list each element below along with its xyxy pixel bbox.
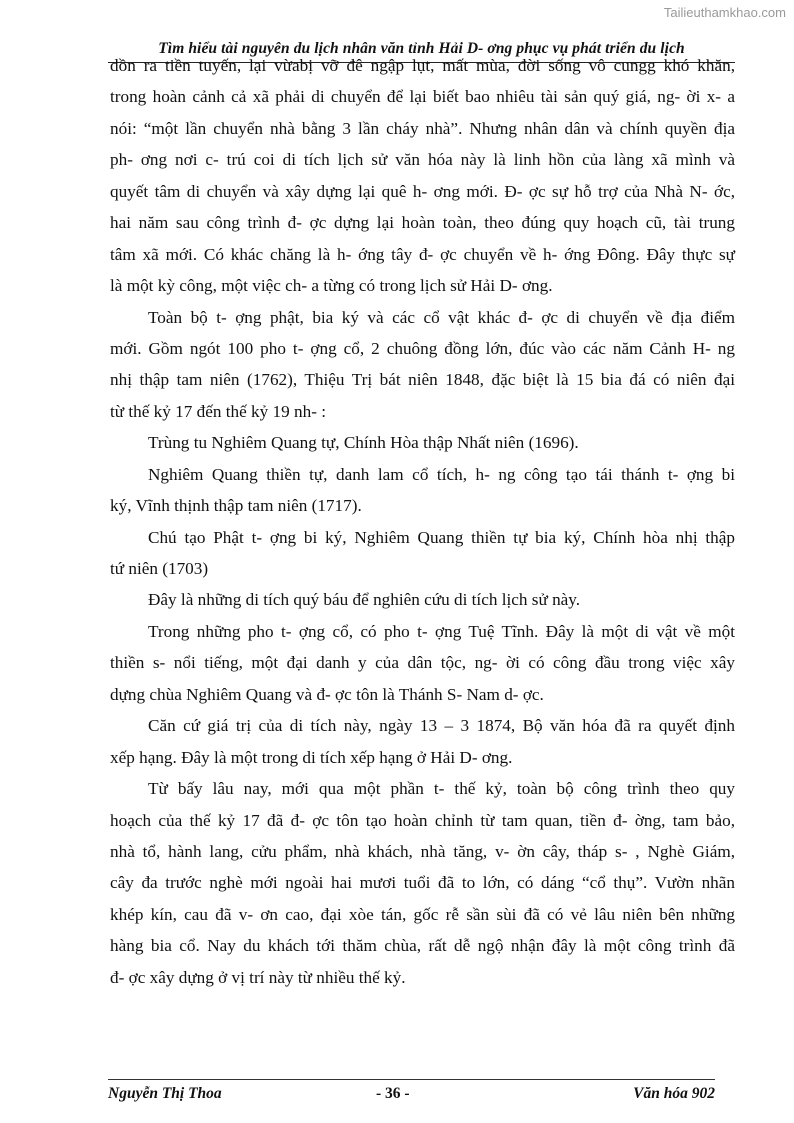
text-line: dựng chùa Nghiêm Quang và đ- ợc tôn là Thánh S- Nam d- ợc. <box>110 684 544 704</box>
text-line: tứ niên (1703) <box>110 559 209 578</box>
text-line: tâm xã mới. Có khác chăng là h- ớng tây đ- ợc chuyển về h- ớng Đông. Đây thực sự <box>110 244 735 264</box>
text-line: Nghiêm Quang thiền tự, danh lam cổ tích, h- ng công tạo tái thánh t- ợng bi <box>148 464 735 484</box>
text-line: trong hoàn cảnh cả xã phải di chuyển để lại biết bao nhiêu tài sản quý giá, ng- ời x- a <box>110 87 735 107</box>
text-line: Căn cứ giá trị của di tích này, ngày 13 – 3 1874, Bộ văn hóa đã ra quyết định <box>148 716 735 736</box>
text-line: từ thế kỷ 17 đến thế kỷ 19 nh- : <box>110 401 327 421</box>
text-line: hai năm sau công trình đ- ợc dựng lại hoàn toàn, theo đúng quy hoạch cũ, tài trung <box>110 213 735 233</box>
text-line: Đây là những di tích quý báu để nghiên cứu di tích lịch sử này. <box>148 590 581 610</box>
page-number: - 36 - <box>376 1085 410 1102</box>
text-line: Trùng tu Nghiêm Quang tự, Chính Hòa thập Nhất niên (1696). <box>148 433 579 453</box>
text-line: hàng bia cổ. Nay du khách tới thăm chùa, rất dễ ngộ nhận đây là một công trình đã <box>110 936 735 956</box>
text-line: nói: “một lần chuyển nhà bằng 3 lần cháy nhà”. Nhưng nhân dân và chính quyền địa <box>110 118 735 138</box>
text-line: đ- ợc xây dựng ở vị trí này từ nhiều thế kỷ. <box>110 967 406 987</box>
footer-author: Nguyễn Thị Thoa <box>108 1085 222 1102</box>
text-line: Toàn bộ t- ợng phật, bia ký và các cổ vật khác đ- ợc di chuyển về địa điểm <box>148 307 735 327</box>
text-line: Trong những pho t- ợng cổ, có pho t- ợng Tuệ Tĩnh. Đây là một di vật về một <box>148 621 735 641</box>
running-footer <box>108 1079 715 1104</box>
footer-class: Văn hóa 902 <box>633 1085 715 1102</box>
text-line: là một kỳ công, một việc ch- a từng có trong lịch sử Hải D- ơng. <box>110 276 553 296</box>
text-line: ph- ơng nơi c- trú coi di tích lịch sử văn hóa này là linh hồn của làng xã mình và <box>110 150 735 170</box>
text-line: Chú tạo Phật t- ợng bi ký, Nghiêm Quang thiền tự bia ký, Chính hòa nhị thập <box>148 527 735 547</box>
text-line: hoạch của thế kỷ 17 đã đ- ợc tôn tạo hoàn chỉnh từ tam quan, tiền đ- ờng, tam bảo, <box>110 810 735 830</box>
text-line: khép kín, cau đã v- ơn cao, đại xòe tán, gốc rễ sần sùi đã có vẻ lâu niên bên những <box>110 904 735 924</box>
text-line: nhà tổ, hành lang, cửu phẩm, nhà khách, nhà tăng, v- ờn cây, tháp s- , Nghè Giám, <box>110 841 735 861</box>
text-line: Từ bấy lâu nay, mới qua một phần t- thế kỷ, toàn bộ công trình theo quy <box>148 779 735 799</box>
text-line: quyết tâm di chuyển và xây dựng lại quê h- ơng mới. Đ- ợc sự hỗ trợ của Nhà N- ớc, <box>110 181 735 201</box>
text-line: mới. Gồm ngót 100 pho t- ợng cổ, 2 chuông đồng lớn, đúc vào các năm Cảnh H- ng <box>110 338 735 358</box>
document-body <box>110 50 735 993</box>
watermark: Tailieuthamkhao.com <box>663 5 786 20</box>
text-line: cây đa trước nghè mới ngoài hai mươi tuổi đã to lớn, có dáng “cổ thụ”. Vườn nhãn <box>110 873 735 893</box>
text-line: nhị thập tam niên (1762), Thiệu Trị bát niên 1848, đặc biệt là 15 bia đá có niên đại <box>110 370 735 390</box>
text-line: thiền s- nổi tiếng, một đại danh y của dân tộc, ng- ời có công đầu trong việc xây <box>110 653 735 673</box>
text-line: ký, Vĩnh thịnh thập tam niên (1717). <box>110 496 362 516</box>
text-line: xếp hạng. Đây là một trong di tích xếp hạng ở Hải D- ơng. <box>110 747 513 767</box>
running-header: Tìm hiểu tài nguyên du lịch nhân văn tỉnh Hải D- ơng phục vụ phát triển du lịch <box>108 40 735 63</box>
text-line: dồn ra tiền tuyến, lại vừabị vỡ đê ngập lụt, mất mùa, đời sống vô cungg khó khăn, <box>110 56 735 75</box>
